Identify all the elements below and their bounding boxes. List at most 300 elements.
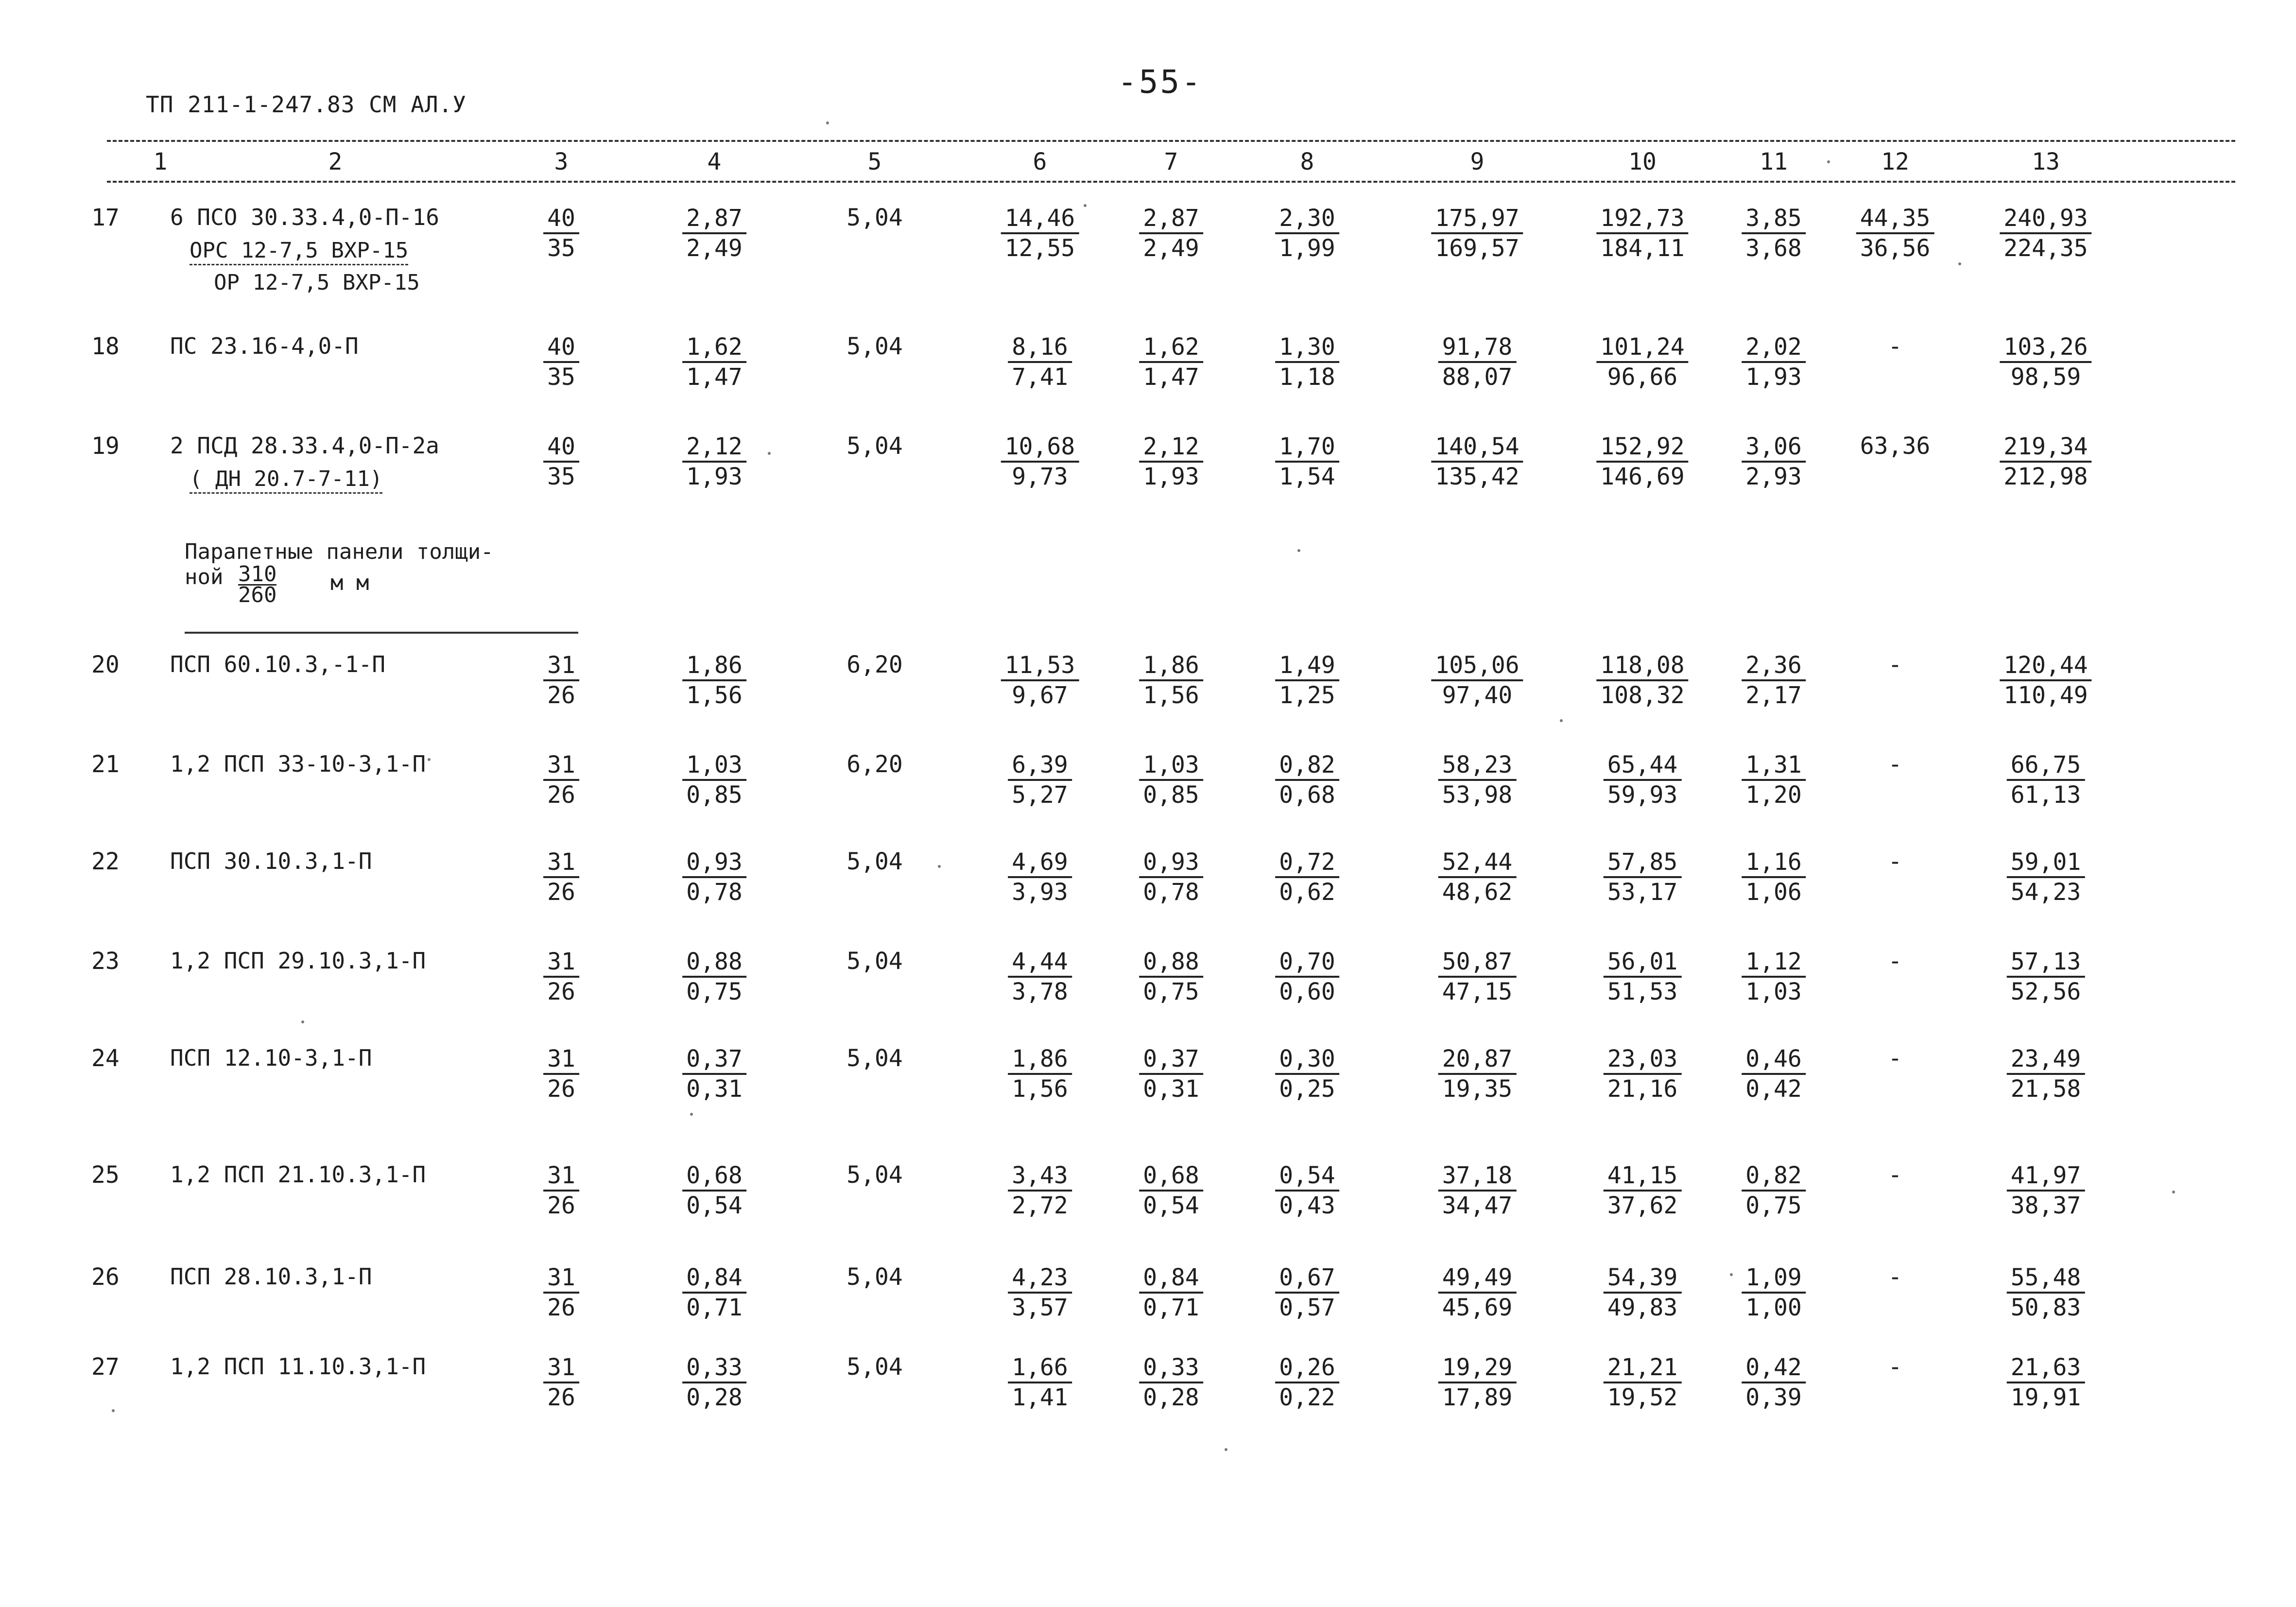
scan-speck (428, 758, 431, 761)
cell-denominator: 54,23 (2010, 879, 2081, 906)
row-number: 27 (91, 1353, 120, 1381)
cell-col-11 (1742, 651, 1806, 709)
cell-col-4 (682, 432, 746, 491)
cell-denominator: 1,56 (1012, 1075, 1068, 1103)
cell-col-10 (1604, 848, 1682, 906)
cell-denominator: 1,93 (1143, 463, 1199, 490)
cell-col-5: 5,04 (846, 848, 903, 875)
cell-col-11 (1742, 948, 1806, 1006)
cell-numerator: 1,12 (1742, 948, 1806, 978)
cell-numerator: 103,26 (2000, 333, 2091, 363)
cell-numerator: 2,02 (1742, 333, 1806, 363)
cell-numerator: 3,06 (1742, 432, 1806, 463)
cell-denominator: 0,54 (1143, 1192, 1199, 1219)
cell-denominator: 0,62 (1279, 879, 1335, 906)
cell-denominator: 35 (547, 363, 575, 391)
cell-col-12: 63,36 (1860, 432, 1931, 460)
cell-denominator: 0,68 (1279, 781, 1335, 809)
cell-numerator: 50,87 (1438, 948, 1517, 978)
column-header-6: 6 (1033, 148, 1047, 175)
cell-col-8 (1275, 1353, 1339, 1412)
cell-numerator: 120,44 (2000, 651, 2091, 681)
cell-col-4 (682, 1161, 746, 1220)
cell-numerator: 21,63 (2007, 1353, 2085, 1383)
cell-col-4 (682, 1045, 746, 1103)
cell-denominator: 1,25 (1279, 682, 1335, 709)
cell-col-10 (1604, 948, 1682, 1006)
cell-col-13 (2007, 1045, 2085, 1103)
cell-numerator: 0,26 (1275, 1353, 1339, 1383)
column-header-9: 9 (1470, 148, 1485, 175)
cell-denominator: 26 (547, 682, 575, 709)
cell-denominator: 0,71 (1143, 1294, 1199, 1321)
cell-col-7 (1139, 333, 1203, 391)
cell-numerator: 65,44 (1604, 751, 1682, 781)
cell-denominator: 21,58 (2010, 1075, 2081, 1103)
section-heading (185, 539, 494, 607)
cell-col-11 (1742, 1353, 1806, 1412)
section-thickness (238, 562, 277, 607)
cell-denominator: 0,31 (686, 1075, 742, 1103)
cell-denominator: 59,93 (1607, 781, 1678, 809)
cell-col-9 (1438, 751, 1517, 809)
cell-col-13 (2007, 1161, 2085, 1220)
cell-numerator: 91,78 (1438, 333, 1517, 363)
cell-denominator: 0,85 (1143, 781, 1199, 809)
cell-numerator: 140,54 (1431, 432, 1523, 463)
scan-speck (938, 865, 941, 868)
table-header-rule (107, 181, 2235, 183)
cell-denominator: 51,53 (1607, 978, 1678, 1005)
cell-numerator: 11,53 (1001, 651, 1079, 681)
scan-speck (1827, 160, 1830, 163)
cell-numerator: 0,37 (682, 1045, 746, 1075)
scan-speck (112, 1409, 115, 1412)
cell-denominator: 26 (547, 1384, 575, 1411)
cell-numerator: 44,35 (1856, 204, 1934, 234)
cell-numerator: 1,30 (1275, 333, 1339, 363)
cell-numerator: 57,13 (2007, 948, 2085, 978)
cell-col-5: 5,04 (846, 1045, 903, 1072)
cell-denominator: 26 (547, 879, 575, 906)
cell-numerator: 66,75 (2007, 751, 2085, 781)
cell-denominator: 1,93 (686, 463, 742, 490)
cell-numerator: 1,49 (1275, 651, 1339, 681)
element-mark: ПС 23.16-4,0-П (170, 333, 359, 359)
column-header-11: 11 (1760, 148, 1788, 175)
cell-denominator: 52,56 (2010, 978, 2081, 1005)
cell-denominator: 98,59 (2010, 363, 2081, 391)
cell-col-8 (1275, 651, 1339, 709)
scan-speck (690, 1113, 693, 1116)
cell-col-6 (1008, 751, 1072, 809)
scan-speck (2172, 1191, 2175, 1193)
cell-col-12: - (1888, 1045, 1902, 1072)
cell-numerator: 40 (543, 432, 579, 463)
cell-denominator: 0,71 (686, 1294, 742, 1321)
cell-col-4 (682, 333, 746, 391)
cell-denominator: 19,52 (1607, 1384, 1678, 1411)
cell-col-6 (1008, 1263, 1072, 1322)
cell-denominator: 0,85 (686, 781, 742, 809)
cell-numerator: 4,23 (1008, 1263, 1072, 1294)
cell-numerator: 23,03 (1604, 1045, 1682, 1075)
cell-numerator: 31 (543, 751, 579, 781)
cell-denominator: 35 (547, 235, 575, 262)
cell-denominator: 26 (547, 1075, 575, 1103)
cell-denominator: 96,66 (1607, 363, 1678, 391)
cell-denominator: 0,43 (1279, 1192, 1335, 1219)
cell-denominator: 0,54 (686, 1192, 742, 1219)
element-mark: ПСП 12.10-3,1-П (170, 1045, 372, 1071)
cell-denominator: 38,37 (2010, 1192, 2081, 1219)
row-number: 20 (91, 651, 120, 678)
cell-numerator: 1,09 (1742, 1263, 1806, 1294)
cell-col-9 (1431, 204, 1523, 262)
column-header-3: 3 (554, 148, 569, 175)
cell-col-13 (2007, 848, 2085, 906)
cell-numerator: 152,92 (1596, 432, 1688, 463)
cell-col-8 (1275, 432, 1339, 491)
row-number: 17 (91, 204, 120, 231)
cell-denominator: 88,07 (1442, 363, 1513, 391)
cell-col-13 (2007, 1263, 2085, 1322)
cell-denominator: 1,56 (1143, 682, 1199, 709)
cell-numerator: 0,88 (1139, 948, 1203, 978)
cell-col-10 (1596, 204, 1688, 262)
cell-numerator: 0,84 (1139, 1263, 1203, 1294)
cell-col-11 (1742, 204, 1806, 262)
cell-denominator: 61,13 (2010, 781, 2081, 809)
cell-denominator: 2,72 (1012, 1192, 1068, 1219)
cell-numerator: 19,29 (1438, 1353, 1517, 1383)
scan-speck (1084, 204, 1087, 207)
cell-numerator: 1,03 (1139, 751, 1203, 781)
cell-col-7 (1139, 1045, 1203, 1103)
cell-col-8 (1275, 1045, 1339, 1103)
cell-col-3 (543, 848, 579, 906)
cell-col-10 (1604, 1045, 1682, 1103)
cell-col-6 (1001, 204, 1079, 262)
cell-denominator: 36,56 (1860, 235, 1931, 262)
cell-col-6 (1008, 1161, 1072, 1220)
cell-col-12: - (1888, 848, 1902, 875)
cell-col-13 (2000, 651, 2091, 709)
cell-numerator: 31 (543, 651, 579, 681)
cell-col-3 (543, 1263, 579, 1322)
element-mark: 1,2 ПСП 33-10-3,1-П (170, 751, 426, 777)
cell-denominator: 108,32 (1600, 682, 1685, 709)
cell-numerator: 0,88 (682, 948, 746, 978)
cell-col-8 (1275, 1161, 1339, 1220)
cell-numerator: 31 (543, 848, 579, 878)
cell-numerator: 37,18 (1438, 1161, 1517, 1192)
cell-numerator: 0,82 (1742, 1161, 1806, 1192)
cell-numerator: 2,87 (1139, 204, 1203, 234)
cell-col-13 (2007, 948, 2085, 1006)
scan-speck (301, 1020, 304, 1023)
row-number: 22 (91, 848, 120, 875)
cell-col-3 (543, 1353, 579, 1412)
cell-col-13 (2000, 432, 2091, 491)
cell-col-9 (1438, 1045, 1517, 1103)
cell-denominator: 0,28 (1143, 1384, 1199, 1411)
cell-denominator: 2,93 (1745, 463, 1802, 490)
cell-col-7 (1139, 1263, 1203, 1322)
cell-numerator: 14,46 (1001, 204, 1079, 234)
row-number: 18 (91, 333, 120, 360)
cell-denominator: 1,47 (1143, 363, 1199, 391)
cell-denominator: 53,98 (1442, 781, 1513, 809)
cell-numerator: 8,16 (1008, 333, 1072, 363)
cell-numerator: 20,87 (1438, 1045, 1517, 1075)
cell-denominator: 19,91 (2010, 1384, 2081, 1411)
cell-numerator: 0,33 (1139, 1353, 1203, 1383)
row-number: 19 (91, 432, 120, 460)
row-number: 21 (91, 751, 120, 778)
cell-numerator: 31 (543, 1045, 579, 1075)
page-number: -55- (1118, 63, 1203, 101)
cell-col-5: 5,04 (846, 1161, 903, 1189)
cell-col-9 (1438, 848, 1517, 906)
cell-denominator: 1,41 (1012, 1384, 1068, 1411)
cell-numerator: 101,24 (1596, 333, 1688, 363)
cell-denominator: 34,47 (1442, 1192, 1513, 1219)
scan-speck (826, 121, 829, 124)
row-number: 26 (91, 1263, 120, 1291)
cell-denominator: 0,75 (1745, 1192, 1802, 1219)
section-divider (185, 632, 578, 634)
cell-denominator: 7,41 (1012, 363, 1068, 391)
cell-col-9 (1438, 333, 1517, 391)
cell-denominator: 3,57 (1012, 1294, 1068, 1321)
cell-denominator: 49,83 (1607, 1294, 1678, 1321)
cell-col-10 (1604, 1263, 1682, 1322)
cell-denominator: 35 (547, 463, 575, 490)
cell-denominator: 3,93 (1012, 879, 1068, 906)
cell-numerator: 2,36 (1742, 651, 1806, 681)
cell-col-12: - (1888, 333, 1902, 360)
cell-denominator: 1,18 (1279, 363, 1335, 391)
cell-col-9 (1431, 651, 1523, 709)
cell-col-8 (1275, 1263, 1339, 1322)
cell-numerator: 23,49 (2007, 1045, 2085, 1075)
cell-col-11 (1742, 751, 1806, 809)
cell-col-3 (543, 1161, 579, 1220)
cell-numerator: 1,66 (1008, 1353, 1072, 1383)
row-number: 23 (91, 948, 120, 975)
element-mark: 6 ПСО 30.33.4,0-П-16 (170, 204, 439, 230)
cell-denominator: 1,03 (1745, 978, 1802, 1005)
cell-denominator: 169,57 (1435, 235, 1519, 262)
cell-numerator: 4,44 (1008, 948, 1072, 978)
cell-numerator: 52,44 (1438, 848, 1517, 878)
cell-col-3 (543, 948, 579, 1006)
cell-numerator: 192,73 (1596, 204, 1688, 234)
cell-col-7 (1139, 204, 1203, 262)
cell-numerator: 2,87 (682, 204, 746, 234)
cell-denominator: 45,69 (1442, 1294, 1513, 1321)
cell-col-9 (1438, 948, 1517, 1006)
element-sub-mark-text: ОРС 12-7,5 ВХР-15 (190, 238, 408, 265)
cell-denominator: 0,28 (686, 1384, 742, 1411)
section-heading-line1: Парапетные панели толщи- (185, 539, 494, 564)
element-sub-mark (190, 467, 382, 491)
cell-col-4 (682, 751, 746, 809)
cell-col-6 (1008, 333, 1072, 391)
cell-denominator: 47,15 (1442, 978, 1513, 1005)
cell-col-5: 5,04 (846, 1353, 903, 1381)
cell-numerator: 3,85 (1742, 204, 1806, 234)
cell-col-6 (1008, 948, 1072, 1006)
thickness-denominator: 260 (238, 583, 277, 607)
cell-col-5: 6,20 (846, 651, 903, 678)
cell-numerator: 31 (543, 948, 579, 978)
cell-numerator: 1,03 (682, 751, 746, 781)
cell-denominator: 135,42 (1435, 463, 1519, 490)
cell-numerator: 49,49 (1438, 1263, 1517, 1294)
cell-denominator: 19,35 (1442, 1075, 1513, 1103)
cell-numerator: 219,34 (2000, 432, 2091, 463)
cell-numerator: 240,93 (2000, 204, 2091, 234)
cell-col-4 (682, 1353, 746, 1412)
cell-col-11 (1742, 432, 1806, 491)
column-header-13: 13 (2032, 148, 2060, 175)
cell-denominator: 184,11 (1600, 235, 1685, 262)
cell-col-6 (1008, 1353, 1072, 1412)
cell-denominator: 0,25 (1279, 1075, 1335, 1103)
cell-numerator: 31 (543, 1263, 579, 1294)
table-top-rule (107, 140, 2235, 142)
column-header-10: 10 (1628, 148, 1657, 175)
cell-denominator: 1,20 (1745, 781, 1802, 809)
cell-numerator: 3,43 (1008, 1161, 1072, 1192)
cell-numerator: 1,16 (1742, 848, 1806, 878)
cell-denominator: 1,47 (686, 363, 742, 391)
cell-numerator: 0,72 (1275, 848, 1339, 878)
cell-denominator: 224,35 (2003, 235, 2088, 262)
cell-numerator: 6,39 (1008, 751, 1072, 781)
cell-numerator: 118,08 (1596, 651, 1688, 681)
cell-denominator: 0,60 (1279, 978, 1335, 1005)
cell-col-7 (1139, 848, 1203, 906)
cell-col-5: 5,04 (846, 204, 903, 231)
cell-denominator: 26 (547, 781, 575, 809)
thickness-numerator: 310 (238, 562, 277, 587)
cell-denominator: 1,54 (1279, 463, 1335, 490)
cell-numerator: 59,01 (2007, 848, 2085, 878)
cell-col-12: - (1888, 751, 1902, 778)
cell-col-8 (1275, 751, 1339, 809)
cell-numerator: 2,12 (682, 432, 746, 463)
cell-numerator: 1,70 (1275, 432, 1339, 463)
cell-col-3 (543, 432, 579, 491)
cell-col-8 (1275, 204, 1339, 262)
cell-col-10 (1596, 432, 1688, 491)
cell-denominator: 0,22 (1279, 1384, 1335, 1411)
cell-numerator: 55,48 (2007, 1263, 2085, 1294)
cell-denominator: 12,55 (1004, 235, 1075, 262)
cell-denominator: 212,98 (2003, 463, 2088, 490)
cell-numerator: 0,42 (1742, 1353, 1806, 1383)
cell-numerator: 0,33 (682, 1353, 746, 1383)
cell-denominator: 2,49 (686, 235, 742, 262)
scan-speck (1297, 549, 1300, 552)
cell-col-11 (1742, 1045, 1806, 1103)
cell-col-10 (1604, 1161, 1682, 1220)
cell-numerator: 0,82 (1275, 751, 1339, 781)
cell-numerator: 1,86 (1139, 651, 1203, 681)
document-code: ТП 211-1-247.83 СМ АЛ.У (146, 91, 466, 118)
cell-col-13 (2007, 751, 2085, 809)
scan-speck (1225, 1448, 1227, 1451)
cell-col-4 (682, 204, 746, 262)
cell-col-4 (682, 651, 746, 709)
cell-numerator: 54,39 (1604, 1263, 1682, 1294)
element-mark: 1,2 ПСП 21.10.3,1-П (170, 1161, 426, 1188)
cell-col-5: 5,04 (846, 333, 903, 360)
cell-col-5: 5,04 (846, 1263, 903, 1291)
cell-denominator: 17,89 (1442, 1384, 1513, 1411)
cell-col-12: - (1888, 1263, 1902, 1291)
cell-numerator: 57,85 (1604, 848, 1682, 878)
cell-numerator: 0,70 (1275, 948, 1339, 978)
cell-col-6 (1008, 848, 1072, 906)
cell-numerator: 1,86 (1008, 1045, 1072, 1075)
cell-col-4 (682, 1263, 746, 1322)
column-header-8: 8 (1300, 148, 1314, 175)
scan-speck (768, 452, 771, 455)
cell-denominator: 50,83 (2010, 1294, 2081, 1321)
cell-denominator: 1,99 (1279, 235, 1335, 262)
cell-numerator: 0,37 (1139, 1045, 1203, 1075)
section-unit: м м (330, 570, 369, 595)
cell-col-13 (2000, 333, 2091, 391)
element-sub-mark-text: ( ДН 20.7-7-11) (190, 467, 382, 494)
cell-denominator: 0,78 (1143, 879, 1199, 906)
cell-col-7 (1139, 432, 1203, 491)
cell-col-6 (1008, 1045, 1072, 1103)
element-mark: 1,2 ПСП 11.10.3,1-П (170, 1353, 426, 1380)
cell-numerator: 0,93 (1139, 848, 1203, 878)
cell-col-6 (1001, 651, 1079, 709)
cell-col-9 (1438, 1263, 1517, 1322)
cell-denominator: 26 (547, 978, 575, 1005)
cell-numerator: 21,21 (1604, 1353, 1682, 1383)
scan-speck (1730, 1273, 1733, 1276)
cell-denominator: 37,62 (1607, 1192, 1678, 1219)
cell-col-9 (1438, 1353, 1517, 1412)
cell-col-6 (1001, 432, 1079, 491)
cell-numerator: 0,93 (682, 848, 746, 878)
element-mark: 2 ПСД 28.33.4,0-П-2а (170, 432, 439, 459)
cell-col-7 (1139, 1353, 1203, 1412)
cell-col-8 (1275, 948, 1339, 1006)
scan-speck (1958, 262, 1961, 265)
column-header-7: 7 (1164, 148, 1178, 175)
element-mark: ПСП 60.10.3,-1-П (170, 651, 386, 677)
cell-numerator: 1,62 (682, 333, 746, 363)
cell-denominator: 1,06 (1745, 879, 1802, 906)
scan-speck (1560, 719, 1563, 722)
cell-denominator: 0,78 (686, 879, 742, 906)
cell-denominator: 26 (547, 1192, 575, 1219)
cell-denominator: 0,75 (1143, 978, 1199, 1005)
cell-numerator: 0,46 (1742, 1045, 1806, 1075)
cell-col-12: - (1888, 1353, 1902, 1381)
cell-col-11 (1742, 333, 1806, 391)
cell-denominator: 53,17 (1607, 879, 1678, 906)
